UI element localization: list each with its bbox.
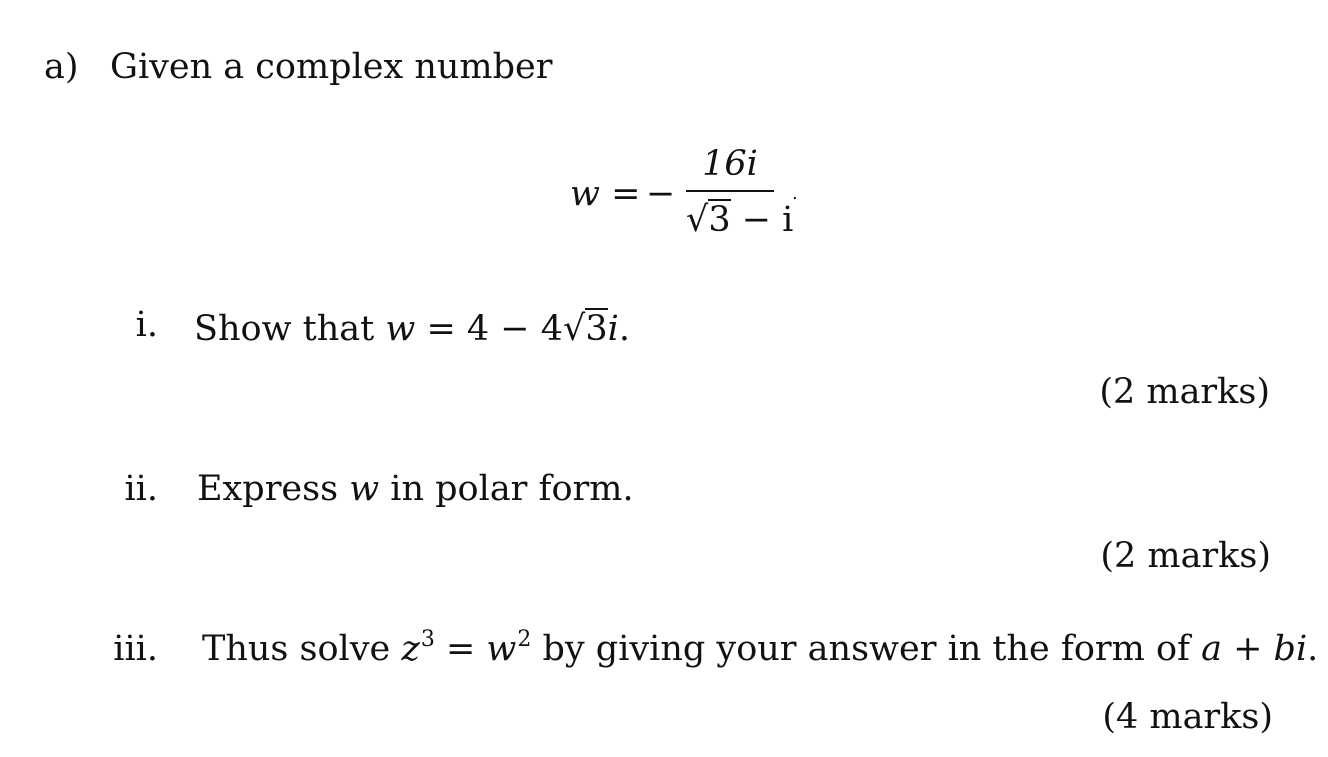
item-number: i.: [135, 305, 158, 345]
math-plus: +: [1221, 629, 1274, 669]
equation-equals: =: [611, 174, 641, 214]
equation-variable-w: w: [570, 174, 600, 214]
item-text-prefix: Show that: [194, 309, 386, 349]
item-text-middle: by giving your answer in the form of: [531, 629, 1202, 669]
equation-fraction: [686, 144, 794, 245]
denominator-minus: − i: [730, 200, 794, 240]
math-variable-i: i: [607, 309, 619, 349]
sqrt-sign-icon: √: [563, 309, 586, 349]
sqrt-radicand: 3: [708, 200, 731, 240]
marks-label: (2 marks): [1100, 536, 1271, 576]
item-text-suffix: in polar form.: [379, 469, 634, 509]
math-variable-a: a: [1201, 629, 1222, 669]
item-text: [202, 627, 1319, 669]
question-stem: Given a complex number: [110, 47, 553, 87]
math-variable-w: w: [486, 629, 517, 669]
equation-period: .: [792, 183, 798, 204]
item-text: [194, 308, 630, 347]
item-text-prefix: Thus solve: [202, 629, 402, 669]
item-number: ii.: [124, 469, 158, 509]
math-expression: = 4 − 4: [415, 309, 564, 349]
equation-numerator: 16i: [702, 144, 758, 184]
marks-label: (4 marks): [1102, 697, 1273, 737]
sqrt-radicand: 3: [585, 309, 608, 349]
math-variable-w: w: [385, 309, 416, 349]
math-variable-z: z: [401, 629, 420, 669]
exponent-z: 3: [420, 627, 435, 652]
math-variable-bi: bi: [1273, 629, 1308, 669]
equation-negative-sign: −: [646, 174, 676, 214]
item-text: [197, 469, 634, 509]
item-text-prefix: Express: [197, 469, 350, 509]
sentence-end: .: [1307, 629, 1319, 669]
equation-lhs: [570, 174, 641, 214]
exponent-w: 2: [517, 627, 532, 652]
equation-denominator: [686, 199, 794, 240]
marks-label: (2 marks): [1099, 372, 1270, 412]
fraction-rule: [686, 190, 774, 192]
part-label: a): [44, 47, 79, 87]
math-equals: =: [434, 629, 487, 669]
sqrt-sign-icon: √: [686, 200, 709, 240]
math-variable-w: w: [349, 469, 380, 509]
item-number: iii.: [113, 629, 158, 669]
display-equation: [570, 145, 830, 245]
sentence-end: .: [618, 309, 630, 349]
